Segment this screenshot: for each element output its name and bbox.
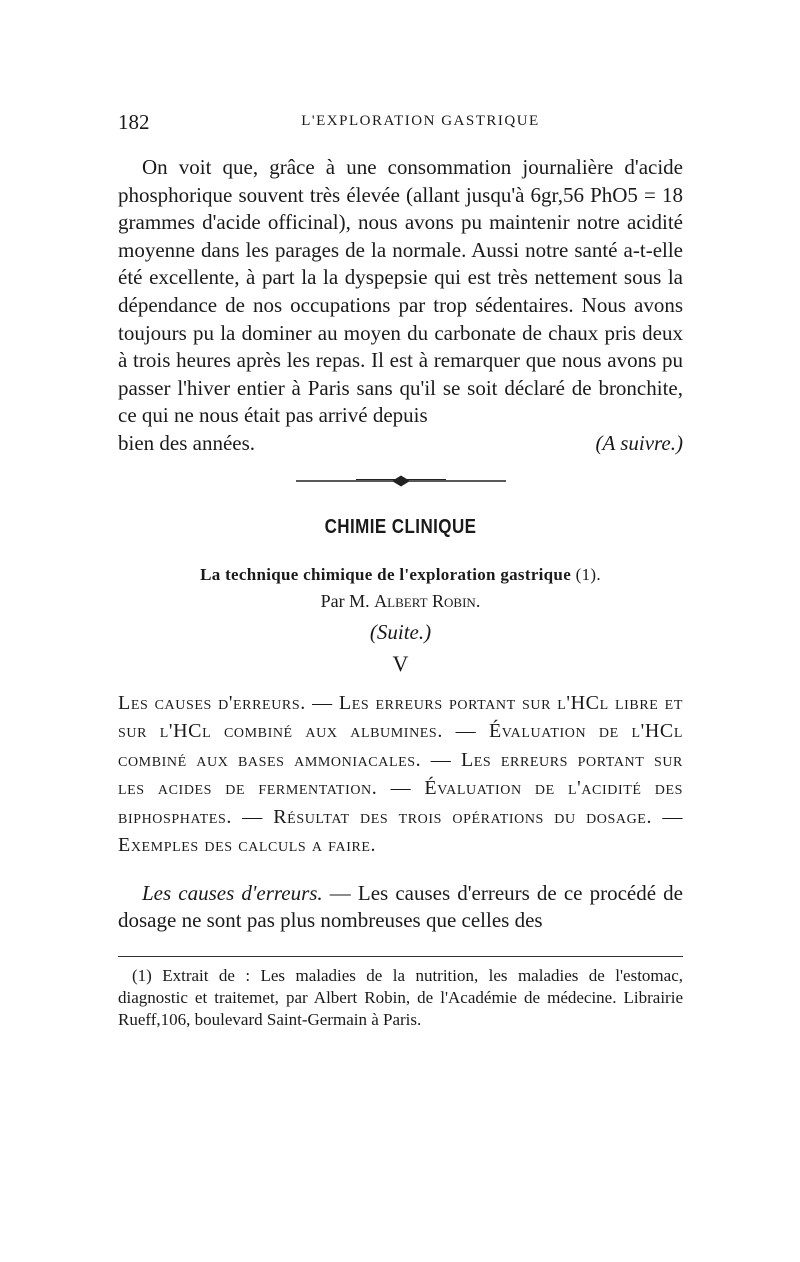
running-title: L'EXPLORATION GASTRIQUE [301,113,540,129]
paragraph-last-line: bien des années. [118,430,256,455]
page-number: 182 [118,110,150,134]
byline [118,591,683,612]
paragraph-lead-in: Les causes d'erreurs. [142,880,323,905]
article-paragraph [118,880,683,935]
article-title-text: La technique chimique de l'exploration gastrique [200,564,572,584]
opening-paragraph: On voit que, grâce à une consommation journalière d'acide phosphorique souvent très élevée (allant jusqu'à 6gr,56 PhO5 = 18 grammes d'acide officinal), nous avons pu maintenir notre acidité moyenne dans les parages de la normale. Aussi notre santé a-t-elle été excellente, à part la la dyspepsie qui est très nettement sous la dépendance de nos occupations par trop sédentaires. Nous avons toujours pu la dominer au moyen du carbonate de chaux pris deux à trois heures après les repas. Il est à remarquer que nous avons pu passer l'hiver entier à Paris sans qu'il se soit déclaré de bronchite, ce qui ne nous était pas arrivé depuis [118,155,683,428]
author-name: Albert Robin. [374,590,481,611]
footnote-rule [118,956,683,957]
running-head [118,110,683,140]
byline-prefix: Par M. [320,590,370,611]
continuation-note: (A suivre.) [595,430,683,455]
chapter-number: V [392,650,409,676]
suite-label: (Suite.) [369,619,432,644]
article-title [118,565,683,585]
book-page [118,110,683,1048]
chapter-summary: Les causes d'erreurs. — Les erreurs portant sur l'HCl libre et sur l'HCl combiné aux albumines. — Évaluation de l'HCl combiné aux bases ammoniacales. — Les erreurs portant sur les acides de fermentation. — Évaluation de l'acidité des biphosphates. — Résultat des trois opérations du dosage. — Exemples des calculs a faire. [118,691,683,857]
ornament-rule-icon [296,474,506,488]
section-title: CHIMIE CLINIQUE [324,515,477,538]
section-divider-ornament [118,474,683,488]
footnote-reference: (1). [575,564,601,584]
paragraph-text: — Les causes d'erreurs de ce procédé de dosage ne sont pas plus nombreuses que celles des [118,880,683,933]
footnote: (1) Extrait de : Les maladies de la nutrition, les maladies de l'estomac, diagnostic et traitemet, par Albert Robin, de l'Académie de médecine. Librairie Rueff,106, boulevard Saint-Germain à Paris. [118,965,683,1029]
paragraph-end-line [118,430,683,458]
